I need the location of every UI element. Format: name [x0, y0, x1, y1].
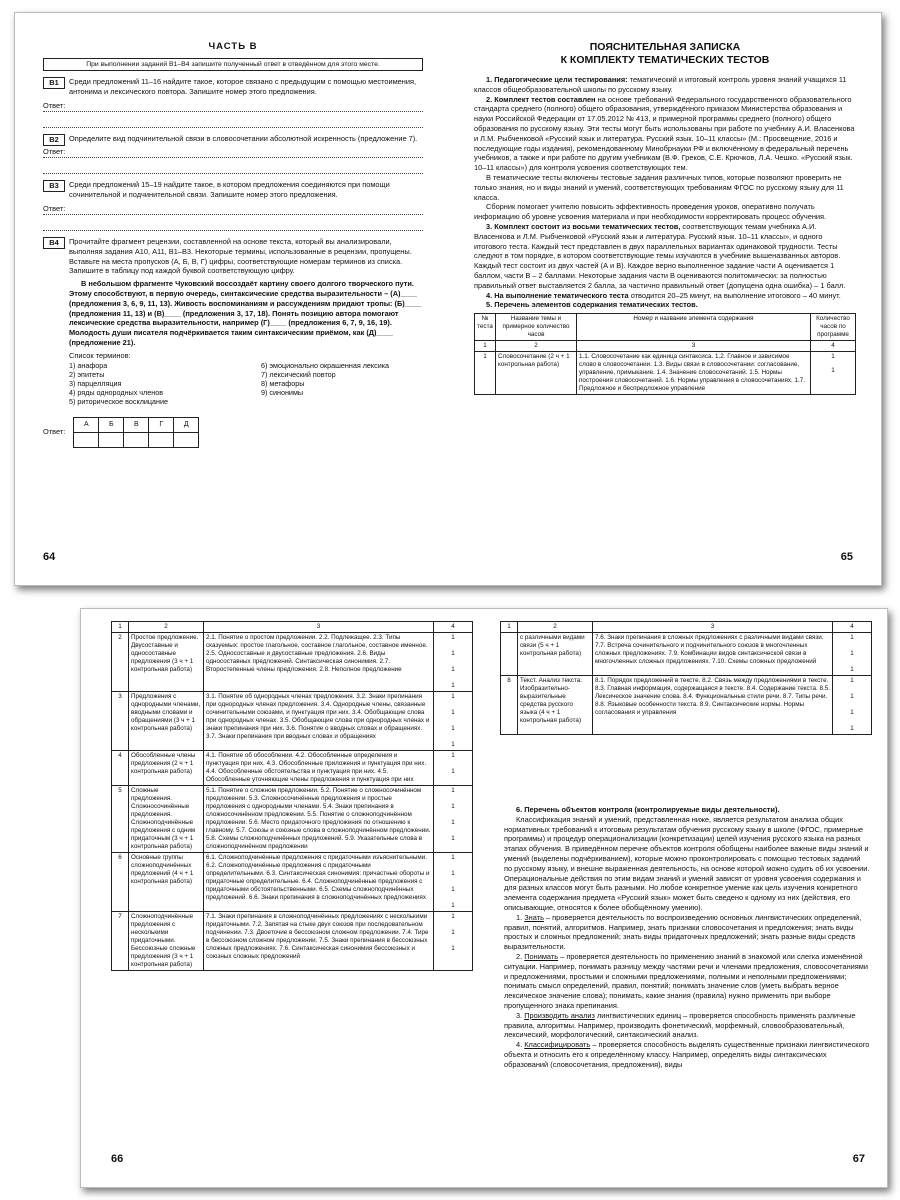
col-index: 2 [518, 622, 593, 633]
section-5: 5. Перечень элементов содержания тематических тестов. [486, 300, 698, 310]
term-item: 8) метафоры [261, 378, 305, 388]
col-index: 1 [112, 622, 129, 633]
section-1: 1. Педагогические цели тестирования: тематический и итоговый контроль уровня знаний учащихся 11 классов общеобразовательной школы по русскому языку. [474, 75, 847, 94]
table-row [475, 352, 856, 395]
term-item: 5) риторическое восклицание [69, 397, 169, 407]
task-b3 [43, 180, 423, 200]
task-b2 [43, 134, 423, 144]
row-topic: Словосочетание (2 ч + 1 контрольная работа) [496, 352, 577, 395]
answer-letter: Д [174, 417, 199, 432]
task-label: В3 [43, 180, 65, 192]
table-row: 2 Простое предложение. Двусоставные и односоставные предложения (3 ч + 1 контрольная работа) 2.1. Понятие о простом предложении. 2.2. Подлежащее. 2.3. Типы сказуемых: простое глагольное, составное глагольное, составное именное. 2.5. Односоставные и двусоставные предложения. 2.6. Виды односоставных предложений. Синтаксическая синонимия. 2.7. Второстепенные члены предложения. 2.8. Неполное предложение 1 1 1 1 [112, 633, 473, 692]
term-item: 2) эпитеты [69, 369, 105, 379]
section-2b: В тематические тесты включены тестовые задания различных типов, которые позволяют проверить не только знания, но и виды знаний и умений, соответствующих требованиям ФГОС по русскому языку для 11 класса. [474, 172, 844, 202]
table-row: 6 Основные группы сложноподчинённых предложений (4 ч + 1 контрольная работа) 6.1. Сложноподчинённые предложения с придаточными изъяснительными. 6.2. Сложноподчинённые предложения с придаточными определительными. 6.3. Синтаксическая синонимия: причастные обороты и придаточные определительные. 6.4. Сложноподчинённые предложения с придаточными обстоятельственными. 6.5. Схемы сложноподчинённых предложений. 6.6. Знаки препинания в сложноподчинённых предложениях 1 1 1 1 [112, 853, 473, 912]
page-67 [484, 609, 887, 1187]
answer-cell[interactable] [74, 432, 99, 447]
task-b4 [43, 237, 423, 407]
section-2c: Сборник помогает учителю повысить эффективность проведения уроков, оперативно получать информацию об уровне усвоения материала и при необходимости корректировать процесс обучения. [474, 202, 827, 222]
control-item-1: 1. Знать – проверяется деятельность по воспроизведению основных лингвистических определений, правил, понятий, алгоритмов. Например, знать признаки словосочетания и предложения; знать виды простых и сложных предложений; знать виды придаточных предложений; знать разные виды средств выразительности. [504, 912, 862, 952]
col-header: Название темы и примерное количество часов [496, 314, 577, 341]
col-index: 4 [833, 622, 872, 633]
task-text: Среди предложений 11–16 найдите такое, которое связано с предыдущим с помощью местоимения, антонима и лексического повтора. Запишите номер этого предложения. [69, 77, 417, 96]
book-spread-bottom [80, 608, 888, 1188]
answer-letter: А [74, 417, 99, 432]
terms-title: Список терминов: [69, 350, 131, 360]
term-item: 1) анафора [69, 360, 108, 370]
table-row: 4 Обособленные члены предложения (2 ч + 1 контрольная работа) 4.1. Понятие об обособлении. 4.2. Обособленные определения и пунктуация при них. 4.3. Обособленные приложения и пунктуация при них. 4.4. Обособленные обстоятельства и пунктуация при них. 4.5. Обособленные уточняющие члены предложения и пунктуация при них 1 1 [112, 751, 473, 786]
col-index: 2 [129, 622, 204, 633]
table-row: 5 Сложные предложения. Сложносочинённые предложения. Сложноподчинённые предложения с одним придаточным (3 ч + 1 контрольная работа) 5.1. Понятие о сложном предложении. 5.2. Понятие о сложносочинённом предложении. 5.3. Сложносочинённые предложения и простые предложения с однородными членами. 5.4. Знаки препинания в сложносочинённом предложении. 5.5. Понятие о сложноподчинённом предложении. 5.6. Место придаточного предложения по отношению к главному. 5.7. Союзы и союзные слова в сложноподчинённом предложении. 5.8. Схемы сложноподчинённых предложений. 5.9. Указательные слова в сложноподчинённом предложении 1 1 1 1 [112, 786, 473, 853]
col-header: № теста [475, 314, 496, 341]
row-hours: 1 1 [811, 352, 856, 395]
row-elements: 1.1. Словосочетание как единица синтаксиса. 1.2. Главное и зависимое слово в словосочетании. 1.3. Виды связи в словосочетании: согласование, управление, примыкание. 1.4. Значение словосочетаний. 1.5. Нормы построения словосочетаний. 1.6. Нормы управления в словосочетаниях. 1.7. Предложное и беспредложное управление [577, 352, 811, 395]
part-instruction: При выполнении заданий В1–В4 запишите полученный ответ в отведённом для этого месте. [43, 58, 423, 71]
content-table [111, 621, 473, 971]
answer-line: Ответ: [43, 147, 423, 158]
answer-letter: Б [99, 417, 124, 432]
terms-list [69, 361, 423, 407]
page-title: ПОЯСНИТЕЛЬНАЯ ЗАПИСКА К КОМПЛЕКТУ ТЕМАТИЧЕСКИХ ТЕСТОВ [560, 41, 770, 66]
term-item: 6) эмоционально окрашенная лексика [261, 360, 390, 370]
col-header: Количество часов по программе [811, 314, 856, 341]
table-row: 3 Предложения с однородными членами, вводными словами и обращениями (3 ч + 1 контрольная работа) 3.1. Понятие об однородных членах предложения. 3.2. Знаки препинания при однородных членах предложения. 3.4. Однородные члены, связанные сочинительными союзами, и пунктуация при них. 3.4. Обобщающие слова при однородных членах. 3.5. Обобщающие слова при однородных членах и знаки препинания при них. 3.6. Понятие о вводных словах и обращениях. 3.7. Знаки препинания при вводных словах и обращениях 1 1 1 1 [112, 692, 473, 751]
page-66 [81, 609, 484, 1187]
page-number: 67 [852, 1153, 865, 1165]
answer-cell[interactable] [124, 432, 149, 447]
col-index: 2 [496, 341, 577, 352]
control-item-4: 4. Классифицировать – проверяется способность выделять существенные признаки лингвистического объекта и относить его к определённому классу. Например, определять виды синтаксических образований (словосочетания, предложения), виды [504, 1040, 870, 1069]
answer-line: Ответ: [43, 101, 423, 112]
row-num: 1 [475, 352, 496, 395]
col-index: 3 [204, 622, 434, 633]
task-text: Определите вид подчинительной связи в словосочетании абсолютной искренность (предложение 7). [69, 133, 418, 143]
answer-letter: В [124, 417, 149, 432]
part-title: ЧАСТЬ В [208, 41, 258, 52]
table-row: с различными видами связи (5 ч + 1 контрольная работа) 7.6. Знаки препинания в сложных предложениях с различными видами связи. 7.7. Встреча сочинительного и подчинительного союзов в многочленных сложных предложениях. 7.9. Комбинации видов синтаксической связи в многочленных сложных предложениях. 7.10. Схемы сложных предложений 1 1 1 [501, 633, 872, 676]
page-number: 65 [840, 551, 853, 563]
term-item: 7) лексический повтор [261, 369, 336, 379]
term-item: 3) парцелляция [69, 378, 122, 388]
control-item-3: 3. Производить анализ лингвистических единиц – проверяется способность применять различные правила, алгоритмы. Например, производить фонетический, морфемный, словообразовательный, лексический, морфологический, синтаксический анализ. [504, 1010, 856, 1040]
col-index: 4 [811, 341, 856, 352]
review-text: В небольшом фрагменте Чуковский воссоздаёт картину своего долгого творческого пути. Этому способствуют, в первую очередь, синтаксические средства выразительности – (А)____ (предложения 3, 6, 9, 11, 13). Живость воспоминаниям и рассуждениям придают тропы: (Б)____ (предложения 11, 13) и (В)____ (предложения 3, 17, 18). Понять позицию автора помогают лексические средства выразительности, например (Г)____ (предложения 6, 7, 9, 16, 19). Молодость души писателя подчёркивается таким синтаксическим приёмом, как (Д)____ (предложение 21). [69, 279, 422, 347]
task-label: В1 [43, 77, 65, 89]
col-index: 1 [475, 341, 496, 352]
answer-cell[interactable] [99, 432, 124, 447]
page-number: 66 [111, 1153, 124, 1165]
col-header: Номер и название элемента содержания [577, 314, 811, 341]
page-65 [448, 13, 881, 585]
answer-cell[interactable] [174, 432, 199, 447]
section-6-title: 6. Перечень объектов контроля (контролируемые виды деятельности). [516, 805, 780, 814]
term-item [261, 397, 423, 406]
answer-line: Ответ: [43, 204, 423, 215]
task-text: Прочитайте фрагмент рецензии, составленной на основе текста, который вы анализировали, выполняя задания А10, А11, В1–В3. Некоторые термины, использованные в рецензии, пропущены. Вставьте на места пропусков (А, Б, В, Г) цифры, соответствующие номерам терминов из списка. Запишите в таблицу под каждой буквой соответствующую цифру. [69, 236, 412, 276]
answer-table-row [43, 417, 423, 448]
dotted-line [43, 118, 423, 128]
content-table [500, 621, 872, 735]
answer-cell[interactable] [149, 432, 174, 447]
control-item-2: 2. Понимать – проверяется деятельность по применению знаний в знакомой или слегка изменённой ситуации. Например, понимать разницу между частями речи и членами предложения, словосочетаниями и предложениями, простыми и сложными предложениями, полными и неполными предложениями; понимать смысл определений, правил, понятий; понимать значение слов (уметь выбрать верное лексическое значение слова); понимать, какие знания (правила) нужно применить при выборе пропущенного знака препинания. [504, 951, 868, 1010]
task-label: В2 [43, 134, 65, 146]
dotted-line [43, 164, 423, 174]
table-row: 8 Текст. Анализ текста. Изобразительно-выразительные средства русского языка (4 ч + 1 контрольная работа) 8.1. Порядок предложений в тексте. 8.2. Связь между предложениями в тексте. 8.3. Главная информация, содержащаяся в тексте. 8.4. Содержание текста. 8.5. Лексическое значение слова. 8.4. Функциональные стили речи. 8.7. Типы речи. 8.8. Языковые особенности текста. 8.9. Синтаксические нормы. Нормы согласования и управления 1 1 1 1 [501, 676, 872, 735]
section-2: 2. Комплект тестов составлен на основе требований Федерального государственного образовательного стандарта среднего (полного) общего образования, утверждённого приказом Министерства образования и науки Российской Федерации от 17.05.2012 № 413, и примерной программы среднего (полного) общего образования по русскому языку. Эти тесты могут быть использованы при работе по учебнику А.И. Власенкова и Л.М. Рыбченковой «Русский язык и литература. Русский язык. 10–11 классы» (М.: Просвещение, 2016 и последующие годы издания), рекомендованному Минобрнауки РФ и включённому в федеральный перечень учебников, а также и при работе по другим учебникам (В.Ф. Греков, С.Е. Крючков, Л.А. Чешко. «Русский язык. 10–11 классы») для контроля усвоения соответствующих тем. [474, 94, 855, 173]
task-text: Среди предложений 15–19 найдите такое, в котором предложения соединяются при помощи сочинительной и подчинительной связи. Запишите номер этого предложения. [69, 180, 390, 200]
page-64 [15, 13, 448, 585]
term-item: 9) синонимы [261, 388, 304, 398]
page-number: 64 [43, 551, 56, 563]
col-index: 1 [501, 622, 518, 633]
book-spread-top [14, 12, 882, 586]
answer-letter: Г [149, 417, 174, 432]
col-index: 3 [577, 341, 811, 352]
section-6-intro: Классификация знаний и умений, представленная ниже, является результатом анализа общих нормативных требований к итоговым результатам обучения русскому языку в школе (ФГОС, примерные программы) и процедур операционализации (конкретизации) целей изучения русского языка на разных этапах обучения. В приведённом перечне объектов контроля обобщены наиболее важные виды знаний и умений (выделены подчёркиванием), которые можно проконтролировать с помощью тестовых заданий по русскому языку, и внешне выраженная деятельность, на основе которой можно судить об их усвоении. Операциональные действия по этим видам знаний и умений зависят от уровня усвоения содержания и для разных классов могут быть разными. Но любое конкретное умение как цель изучения конкретного элемента содержания предмета «Русский язык» может быть сведено к одному из них (действия, его описывающие, относятся к более обобщённому умению). [504, 814, 870, 912]
col-index: 4 [434, 622, 473, 633]
answer-table [73, 417, 199, 448]
answer-label: Ответ: [43, 427, 66, 437]
dotted-line [43, 221, 423, 231]
section-4: 4. На выполнение тематического теста отводится 20–25 минут, на выполнение итогового – 40 минут. [486, 290, 841, 300]
task-label: В4 [43, 237, 65, 249]
term-item: 4) ряды однородных членов [69, 388, 164, 398]
task-b1 [43, 77, 423, 97]
col-index: 3 [593, 622, 833, 633]
section-3: 3. Комплект состоит из восьми тематических тестов, соответствующих темам учебника А.И. Власенкова и Л.М. Рыбченковой «Русский язык и литература. Русский язык. 10–11 классы», и одного итогового теста. Каждый тест представлен в двух параллельных вариантах одинаковой трудности. Тесты следуют в том порядке, в котором соответствующие темы изучаются в учебнике вышеназванных авторов. Каждый тест состоит из двух частей (А и В). Каждое верно выполненное задание части А оценивается 1 баллом, части В – 2 баллами. Некоторые задания части В оцениваются политомически: за полностью правильный ответ выставляется 2 балла, за частично правильный ответ (допущена одна ошибка) – 1 балл. [474, 221, 846, 290]
content-table [474, 313, 856, 395]
table-row: 7 Сложноподчинённые предложения с несколькими придаточными. Бессоюзные сложные предложения (3 ч + 1 контрольная работа) 7.1. Знаки препинания в сложноподчинённых предложениях с несколькими придаточными. 7.2. Запятая на стыке двух союзов при последовательном подчинении. 7.3. Двоеточие в бессоюзном сложном предложении. 7.4. Тире в бессоюзном сложном предложении. 7.5. Знаки препинания в бессоюзных сложных предложениях. 7.6. Синтаксическая синонимия бессоюзных и союзных сложных предложений 1 1 1 [112, 912, 473, 971]
